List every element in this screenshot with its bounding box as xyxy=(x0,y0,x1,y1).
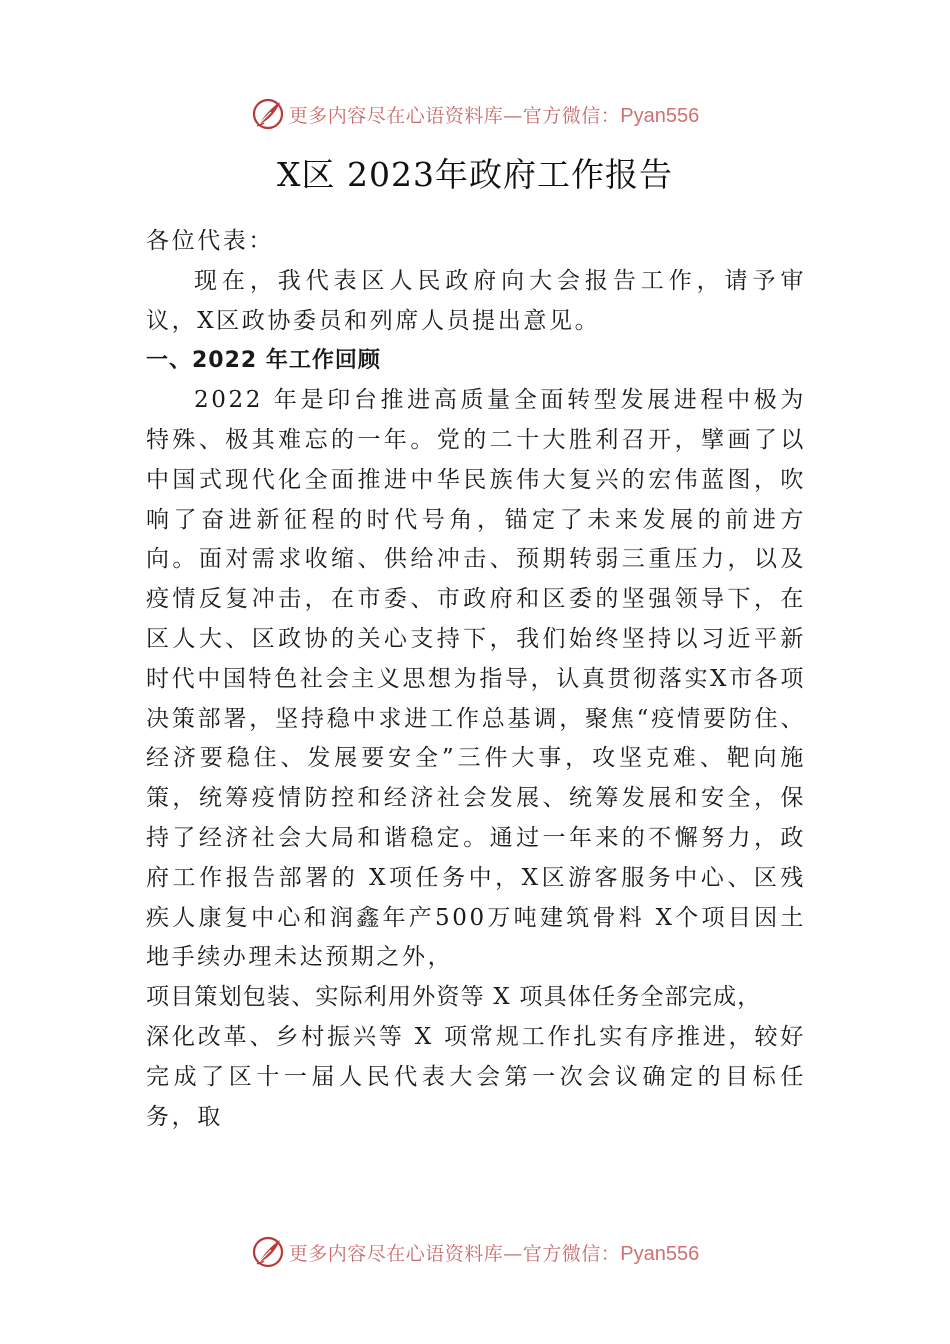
section-heading: 一、2022 年工作回顾 xyxy=(146,348,381,374)
watermark-footer xyxy=(0,1232,950,1272)
watermark-text xyxy=(289,1239,699,1266)
watermark-brand: 更多内容尽在心语资料库—官方微信： xyxy=(288,1242,621,1265)
feather-pen-logo-icon xyxy=(251,1235,285,1269)
salutation: 各位代表： xyxy=(146,228,274,254)
watermark-brand: 更多内容尽在心语资料库—官方微信： xyxy=(288,104,621,127)
watermark-text xyxy=(289,101,699,128)
watermark-header xyxy=(0,94,950,134)
main-paragraph-tail: 深化改革、乡村振兴等 X 项常规工作扎实有序推进，较好完成了区十一届人民代表大会第一次会议确定的目标任务，取 xyxy=(146,1023,806,1130)
watermark-id: Pyan556 xyxy=(620,104,700,127)
intro-paragraph: 现在，我代表区人民政府向大会报告工作，请予审议，X区政协委员和列席人员提出意见。 xyxy=(146,267,806,334)
watermark-id: Pyan556 xyxy=(620,1242,700,1265)
main-paragraph-line: 项目策划包装、实际利用外资等 X 项具体任务全部完成， xyxy=(146,984,762,1011)
feather-pen-logo-icon xyxy=(251,97,285,131)
main-paragraph: 2022 年是印台推进高质量全面转型发展进程中极为特殊、极其难忘的一年。党的二十大胜利召开，擘画了以中国式现代化全面推进中华民族伟大复兴的宏伟蓝图，吹响了奋进新征程的时代号角，锚定了未来发展的前进方向。面对需求收缩、供给冲击、预期转弱三重压力，以及疫情反复冲击，在市委、市政府和区委的坚强领导下，在区人大、区政协的关心支持下，我们始终坚持以习近平新时代中国特色社会主义思想为指导，认真贯彻落实X市各项决策部署，坚持稳中求进工作总基调，聚焦“疫情要防住、经济要稳住、发展要安全”三件大事，攻坚克难、靶向施策，统筹疫情防控和经济社会发展、统筹发展和安全，保持了经济社会大局和谐稳定。通过一年来的不懈努力，政府工作报告部署的 X项任务中，X区游客服务中心、区残疾人康复中心和润鑫年产500万吨建筑骨料 X个项目因土地手续办理未达预期之外， xyxy=(146,387,806,971)
document-body xyxy=(146,222,806,1137)
document-title: X区 2023年政府工作报告 xyxy=(277,155,673,194)
